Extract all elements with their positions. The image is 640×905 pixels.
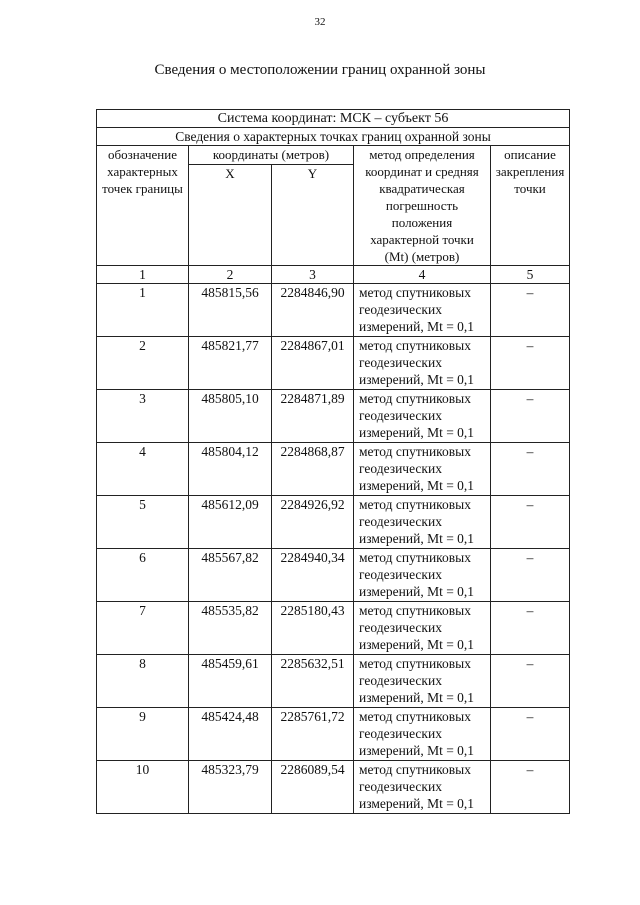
fixing-description-cell: – [491, 708, 570, 761]
method-cell: метод спутниковых геодезических измерений, Mt = 0,1 [354, 390, 491, 443]
method-cell: метод спутниковых геодезических измерений, Mt = 0,1 [354, 549, 491, 602]
x-coordinate-cell: 485805,10 [189, 390, 272, 443]
method-cell: метод спутниковых геодезических измерений, Mt = 0,1 [354, 602, 491, 655]
table-row [97, 337, 570, 390]
y-header: Y [272, 165, 354, 266]
x-coordinate-cell: 485459,61 [189, 655, 272, 708]
x-coordinate-cell: 485821,77 [189, 337, 272, 390]
y-coordinate-cell: 2284871,89 [272, 390, 354, 443]
point-number-cell: 8 [97, 655, 189, 708]
method-header: метод определения координат и средняя квадратическая погрешность положения характерной точки (Mt) (метров) [354, 146, 491, 266]
coordinates-table [96, 109, 570, 814]
column-number: 3 [272, 266, 354, 284]
table-row [97, 708, 570, 761]
point-number-cell: 10 [97, 761, 189, 814]
y-coordinate-cell: 2284926,92 [272, 496, 354, 549]
method-cell: метод спутниковых геодезических измерений, Mt = 0,1 [354, 655, 491, 708]
y-coordinate-cell: 2284867,01 [272, 337, 354, 390]
y-coordinate-cell: 2285632,51 [272, 655, 354, 708]
method-cell: метод спутниковых геодезических измерений, Mt = 0,1 [354, 443, 491, 496]
point-number-cell: 9 [97, 708, 189, 761]
point-number-cell: 6 [97, 549, 189, 602]
table-row [97, 602, 570, 655]
column-number: 2 [189, 266, 272, 284]
column-number: 5 [491, 266, 570, 284]
y-coordinate-cell: 2284868,87 [272, 443, 354, 496]
method-cell: метод спутниковых геодезических измерений, Mt = 0,1 [354, 761, 491, 814]
fixing-description-cell: – [491, 602, 570, 655]
fixing-description-cell: – [491, 549, 570, 602]
x-coordinate-cell: 485424,48 [189, 708, 272, 761]
page-title: Сведения о местоположении границ охранной зоны [154, 62, 486, 78]
table-row [97, 761, 570, 814]
fixing-description-header: описание закрепления точки [491, 146, 570, 266]
fixing-description-cell: – [491, 284, 570, 337]
y-coordinate-cell: 2285761,72 [272, 708, 354, 761]
fixing-description-cell: – [491, 390, 570, 443]
point-number-cell: 5 [97, 496, 189, 549]
method-cell: метод спутниковых геодезических измерений, Mt = 0,1 [354, 708, 491, 761]
method-cell: метод спутниковых геодезических измерений, Mt = 0,1 [354, 284, 491, 337]
page-number: 32 [314, 16, 326, 28]
fixing-description-cell: – [491, 337, 570, 390]
fixing-description-cell: – [491, 761, 570, 814]
table-row [97, 443, 570, 496]
points-info-header: Сведения о характерных точках границ охранной зоны [97, 128, 570, 146]
point-number-cell: 4 [97, 443, 189, 496]
fixing-description-cell: – [491, 496, 570, 549]
table-row [97, 390, 570, 443]
x-coordinate-cell: 485323,79 [189, 761, 272, 814]
x-coordinate-cell: 485815,56 [189, 284, 272, 337]
table-row [97, 496, 570, 549]
point-number-cell: 7 [97, 602, 189, 655]
point-number-cell: 2 [97, 337, 189, 390]
table-row [97, 284, 570, 337]
method-cell: метод спутниковых геодезических измерений, Mt = 0,1 [354, 337, 491, 390]
y-coordinate-cell: 2286089,54 [272, 761, 354, 814]
coordinate-system-header: Система координат: МСК – субъект 56 [97, 110, 570, 128]
method-cell: метод спутниковых геодезических измерений, Mt = 0,1 [354, 496, 491, 549]
x-coordinate-cell: 485535,82 [189, 602, 272, 655]
table-row [97, 549, 570, 602]
fixing-description-cell: – [491, 443, 570, 496]
column-number: 4 [354, 266, 491, 284]
table-row [97, 655, 570, 708]
coordinates-header: координаты (метров) [189, 146, 354, 165]
y-coordinate-cell: 2284846,90 [272, 284, 354, 337]
fixing-description-cell: – [491, 655, 570, 708]
x-coordinate-cell: 485567,82 [189, 549, 272, 602]
point-designation-header: обозначение характерных точек границы [97, 146, 189, 266]
column-number: 1 [97, 266, 189, 284]
x-coordinate-cell: 485612,09 [189, 496, 272, 549]
x-coordinate-cell: 485804,12 [189, 443, 272, 496]
y-coordinate-cell: 2284940,34 [272, 549, 354, 602]
point-number-cell: 3 [97, 390, 189, 443]
point-number-cell: 1 [97, 284, 189, 337]
y-coordinate-cell: 2285180,43 [272, 602, 354, 655]
x-header: X [189, 165, 272, 266]
